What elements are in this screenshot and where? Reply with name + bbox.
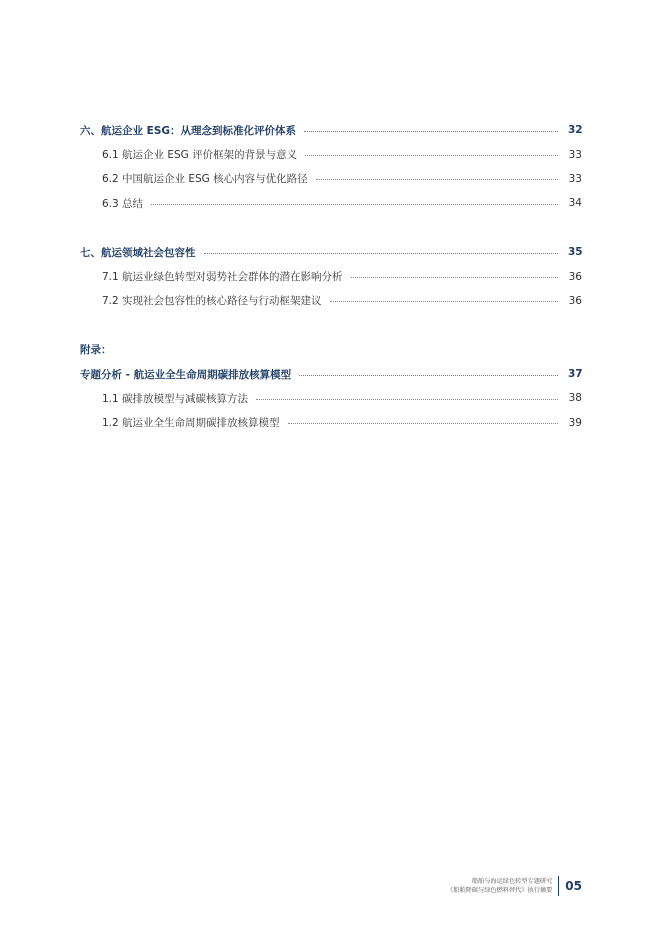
toc-title: 6.3 总结 <box>102 197 144 210</box>
toc-title: 1.1 碳排放模型与减碳核算方法 <box>102 392 249 405</box>
toc-page: 36 <box>568 294 582 307</box>
toc-title: 7.1 航运业绿色转型对弱势社会群体的潜在影响分析 <box>102 271 343 284</box>
footer-line-2: 《船舶降碳与绿色燃料替代》执行摘要 <box>447 887 553 894</box>
toc-item-6-1[interactable] <box>80 142 582 166</box>
dot-leader <box>316 179 558 180</box>
dot-leader <box>204 253 559 254</box>
dot-leader <box>256 399 558 400</box>
toc-page: 33 <box>568 172 582 185</box>
spacer <box>80 216 582 240</box>
toc-page: 36 <box>568 270 582 283</box>
toc-item-6-2[interactable] <box>80 167 582 191</box>
dot-leader <box>304 131 558 132</box>
toc-title: 七、航运领域社会包容性 <box>80 246 196 259</box>
table-of-contents <box>80 118 582 435</box>
toc-item-1-2[interactable] <box>80 411 582 435</box>
toc-page: 33 <box>568 148 582 161</box>
toc-section-6[interactable] <box>80 118 582 142</box>
toc-title: 1.2 航运业全生命周期碳排放核算模型 <box>102 417 280 430</box>
toc-item-7-1[interactable] <box>80 264 582 288</box>
page-footer <box>447 876 582 896</box>
toc-title: 6.1 航运企业 ESG 评价框架的背景与意义 <box>102 149 298 162</box>
toc-page: 39 <box>568 416 582 429</box>
dot-leader <box>151 204 558 205</box>
toc-page: 37 <box>568 368 583 381</box>
dot-leader <box>288 423 558 424</box>
toc-special-analysis[interactable] <box>80 362 582 386</box>
toc-item-7-2[interactable] <box>80 289 582 313</box>
toc-section-7[interactable] <box>80 240 582 264</box>
appendix-label: 附录： <box>80 344 112 357</box>
page-number: 05 <box>565 879 582 893</box>
dot-leader <box>330 301 558 302</box>
dot-leader <box>351 277 558 278</box>
toc-page: 35 <box>568 246 583 259</box>
dot-leader <box>305 155 558 156</box>
toc-page: 32 <box>568 124 583 137</box>
footer-line-1: 船舶与海运绿色转型专题研究 <box>471 877 553 885</box>
toc-page: 38 <box>568 392 582 405</box>
footer-divider <box>558 876 559 896</box>
toc-title: 六、航运企业 ESG：从理念到标准化评价体系 <box>80 124 297 137</box>
footer-caption <box>447 877 552 896</box>
toc-item-6-3[interactable] <box>80 191 582 215</box>
toc-page: 34 <box>568 197 582 210</box>
dot-leader <box>299 375 558 376</box>
toc-item-1-1[interactable] <box>80 386 582 410</box>
toc-title: 7.2 实现社会包容性的核心路径与行动框架建议 <box>102 295 322 308</box>
spacer <box>80 313 582 337</box>
toc-title: 6.2 中国航运企业 ESG 核心内容与优化路径 <box>102 173 308 186</box>
toc-title: 专题分析 - 航运业全生命周期碳排放核算模型 <box>80 368 292 381</box>
